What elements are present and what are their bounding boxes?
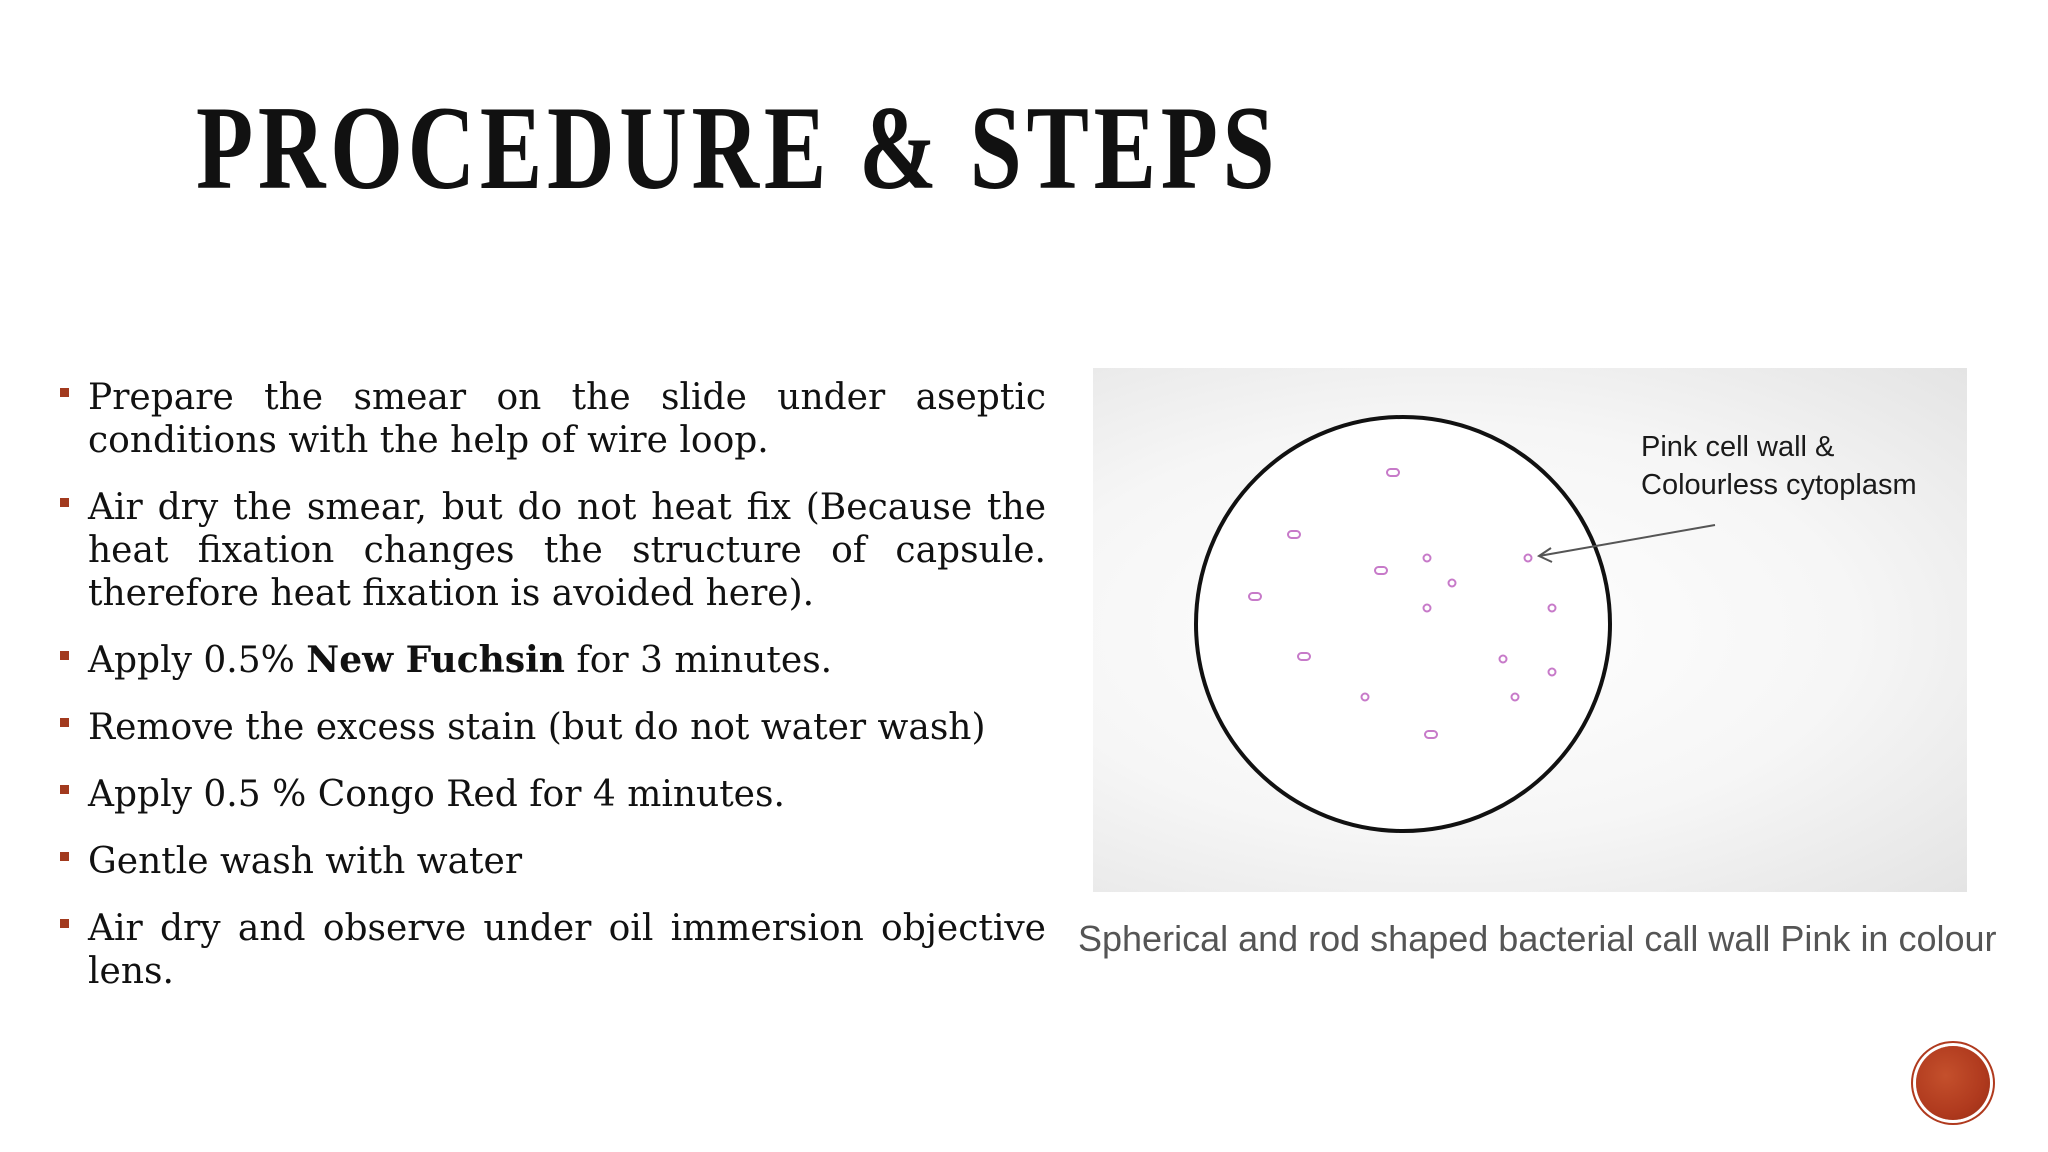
annotation-label [1641,428,1917,504]
step-item [60,639,1046,682]
bullet-icon [60,498,69,507]
step-item [60,773,1046,816]
step-item [60,486,1046,615]
step-text: Prepare the smear on the slide under aseptic conditions with the help of wire loop. [88,377,1046,461]
step-item [60,376,1046,462]
slide-title: PROCEDURE & STEPS [196,81,1280,214]
bullet-icon [60,852,69,861]
bullet-icon [60,651,69,660]
step-text: Remove the excess stain (but do not water wash) [88,707,986,748]
step-text: Gentle wash with water [88,841,523,882]
step-item [60,706,1046,749]
bullet-icon [60,919,69,928]
bullet-icon [60,718,69,727]
annotation-line: Colourless cytoplasm [1641,469,1917,501]
annotation-line: Pink cell wall & [1641,431,1835,463]
step-text: Air dry and observe under oil immersion objective lens. [88,908,1046,992]
bullet-icon [60,785,69,794]
figure-caption: Spherical and rod shaped bacterial call wall Pink in colour [1078,918,1997,959]
step-text-post: for 3 minutes. [564,640,833,681]
step-text-pre: Apply 0.5% [88,640,307,681]
next-slide-button[interactable] [1916,1046,1990,1120]
step-text: Apply 0.5 % Congo Red for 4 minutes. [88,774,785,815]
bullet-icon [60,388,69,397]
step-item [60,840,1046,883]
steps-list [60,376,1046,1017]
stain-name: New Fuchsin [306,639,565,681]
microscope-field-circle [1196,417,1610,831]
step-item [60,907,1046,993]
microscope-figure [1093,368,1967,892]
step-text: Air dry the smear, but do not heat fix (Because the heat fixation changes the structure of capsule. therefore heat fixation is avoided here). [88,487,1046,614]
